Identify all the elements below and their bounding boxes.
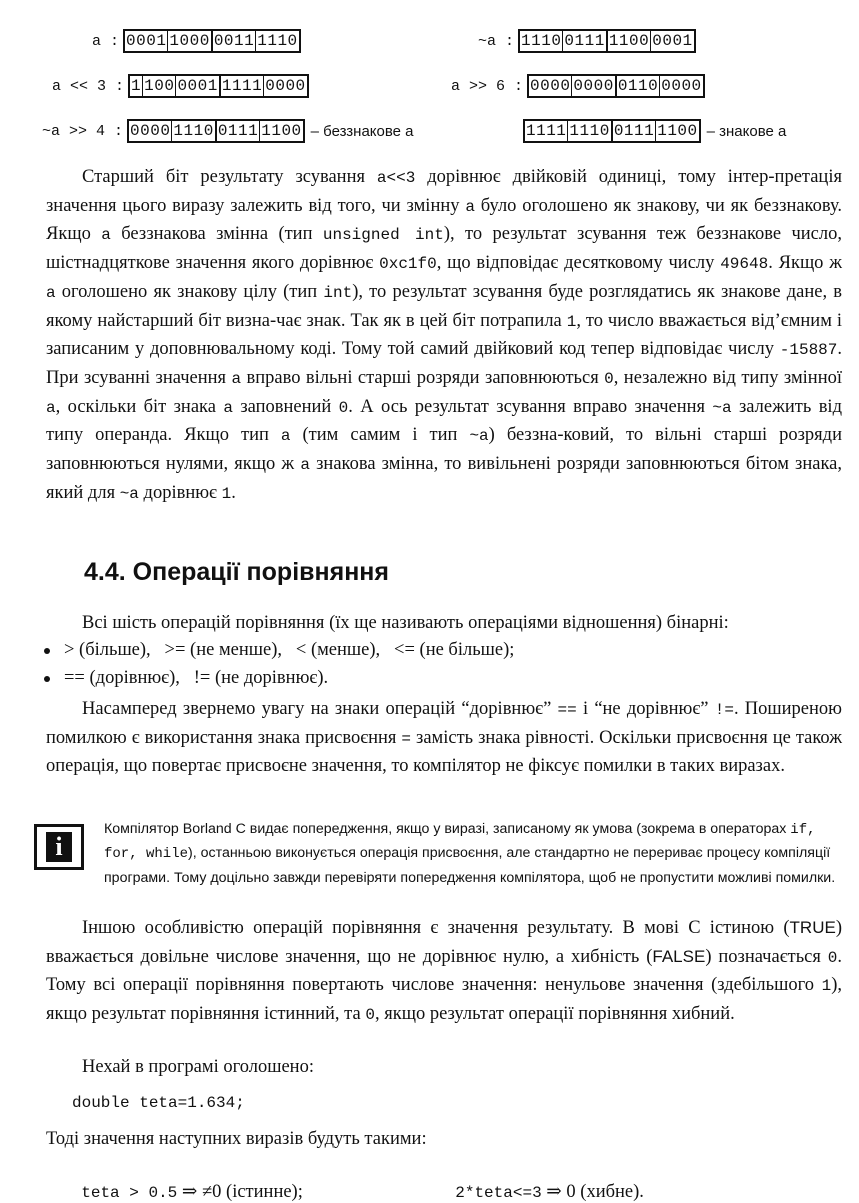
text: було оголошено як знакову, чи як беззнакову. Якщо [46, 195, 842, 245]
bit-group: 0111 [613, 122, 655, 140]
code-inline: 0 [827, 948, 838, 967]
bit-group: 0011 [213, 32, 255, 50]
bit-group: 0000 [530, 77, 571, 95]
bit-group: 0000 [265, 77, 306, 95]
text: ) вважається довільне числове значення, що не дорівнює нулю, а хибність ( [46, 918, 842, 967]
text: . [231, 482, 236, 503]
text: (тим самим і тип [290, 425, 470, 446]
bit-group: 0001 [652, 32, 693, 50]
bit-group: 100 [144, 77, 175, 95]
bit-diagram-a-shl3 [52, 74, 309, 98]
text: ), то результат зсування буде розглядатись як знакове дане, в якому найстарший біт визна-чає знак. Так як в цей біт потрапила [46, 281, 843, 331]
text: , незалежно від типу змінної [613, 367, 842, 388]
code-inline: 0xc1f0 [379, 255, 437, 274]
paragraph-declaration-intro: Нехай в програмі оголошено: [82, 1057, 314, 1077]
text: , оскільки біт знака [55, 396, 224, 417]
text: , якщо результат операції порівняння хибний. [374, 1004, 735, 1025]
text: і “не дорівнює” [576, 699, 715, 719]
code-inline: a [101, 226, 111, 245]
diagram-label: ~a : [478, 32, 515, 50]
paragraph-expressions-intro: Тоді значення наступних виразів будуть такими: [46, 1129, 427, 1149]
code-inline: ~a [712, 398, 732, 417]
code-inline: a<<3 [376, 169, 416, 187]
code-declaration: double teta=1.634; [72, 1094, 245, 1112]
bit-group: 1111 [526, 122, 567, 140]
bit-diagram-not-a [478, 29, 696, 53]
bit-group: 1110 [521, 32, 562, 50]
text: беззнакова змінна (тип [110, 224, 323, 245]
code-inline: != [714, 701, 734, 719]
text: Насамперед звернемо увагу на знаки операцій “дорівнює” [82, 699, 558, 719]
text: Іншою особливістю операцій порівняння є значення результату. В мові С істиною ( [82, 918, 790, 938]
text: . А ось результат зсування вправо значення [348, 396, 713, 417]
diagram-note: – беззнакове a [310, 122, 414, 140]
bullet-icon [44, 676, 50, 682]
bit-diagram-not-a-shr4-signed [519, 119, 786, 143]
text: ) беззна-ковий, то вільні старші розряди заповнюються нулями, якщо ж [46, 425, 842, 475]
list-item [44, 640, 514, 661]
diagram-label: a : [92, 32, 120, 50]
bit-group: 0001 [126, 32, 167, 50]
text: дорівнює [138, 482, 222, 503]
bit-group: 1 [131, 77, 142, 95]
list-item-text: > (більше), >= (не менше), < (менше), <= (не більше); [64, 640, 515, 660]
bit-box [123, 29, 301, 53]
code-inline: ~a [469, 427, 489, 446]
code-inline: 0 [604, 369, 614, 388]
bit-group: 1100 [657, 122, 698, 140]
code-inline: a [231, 369, 242, 388]
text: , що відповідає десятковому числу [436, 253, 721, 274]
bit-box [518, 29, 696, 53]
code-inline: a [46, 283, 56, 302]
code-inline: 1 [221, 484, 232, 503]
expression-result: ⇒ 0 (хибне). [541, 1182, 644, 1202]
expression-example [446, 1160, 644, 1203]
bit-group: 1100 [608, 32, 650, 50]
bit-diagram-a-shr6 [451, 74, 705, 98]
bit-group: 0000 [572, 76, 616, 96]
code-inline: 1 [821, 977, 832, 996]
expression-code: 2*teta<=3 [455, 1184, 542, 1202]
code-inline: 0 [365, 1006, 375, 1025]
bit-diagram-not-a-shr4-unsigned [42, 119, 414, 143]
code-inline: unsigned int [322, 226, 444, 245]
bit-box [127, 119, 305, 143]
text: дорівнює двійковій одиниці, тому інтер-претація значення цього виразу залежить від того, чи змінну [46, 167, 842, 216]
code-inline: a [465, 197, 475, 216]
code-inline: int [323, 283, 353, 302]
diagram-note: – знакове a [706, 122, 787, 140]
text: замість знака рівності. Оскільки присвоєння це також операція, що повертає присвоєне значення, то компілятор не фіксує помилки в таких виразах. [46, 727, 842, 777]
bit-box [523, 119, 701, 143]
text: . Якщо ж [768, 253, 842, 274]
text: Старший біт результату зсування [82, 167, 377, 187]
text: . Тому всі операції порівняння повертають числове значення: ненульове значення (здебільшого [46, 946, 842, 996]
code-inline: a [46, 398, 56, 417]
bit-group: 0000 [130, 122, 171, 140]
code-inline: a [280, 427, 291, 446]
bullet-icon [44, 648, 50, 654]
info-icon: i [34, 824, 84, 870]
paragraph-truth-values [46, 914, 842, 1030]
bit-group: 0111 [217, 122, 259, 140]
text: знакова змінна, то вивільнені розряди заповнюються бітом знака, який для [46, 454, 842, 503]
bit-group: 1111 [221, 77, 263, 95]
paragraph-shift-explanation [46, 164, 842, 508]
code-inline: = [401, 729, 412, 748]
bit-group: 0110 [617, 77, 659, 95]
keyword: TRUE [789, 918, 836, 937]
keyword: FALSE [652, 946, 706, 966]
paragraph-comparison-intro: Всі шість операцій порівняння (їх ще називають операціями відношення) бінарні: [82, 613, 729, 633]
code-inline: 1 [566, 312, 577, 331]
text: ), якщо результат порівняння істинний, та [46, 975, 842, 1025]
text: ), то результат зсування теж беззнакове число, шістнадцяткове значення якого дорівнює [46, 224, 843, 274]
text: вправо вільні старші розряди заповнюються [241, 367, 605, 388]
bit-group: 1000 [168, 31, 212, 51]
bit-group: 1100 [261, 122, 302, 140]
text: , то число вважається від’ємним і записаним у доповнювальному коді. Тому той самий двійковий код тепер відповідає числу [46, 310, 842, 360]
code-inline: a [300, 456, 310, 475]
bit-group: 1110 [257, 32, 298, 50]
bit-group: 1110 [568, 121, 612, 141]
text: оголошено як знакову цілу (тип [55, 281, 324, 302]
expression-example [72, 1160, 303, 1203]
diagram-label: a << 3 : [52, 77, 125, 95]
code-inline: 0 [338, 398, 349, 417]
list-item-text: == (дорівнює), != (не дорівнює). [64, 668, 329, 688]
section-title: 4.4. Операції порівняння [84, 558, 389, 586]
text: ) позначається [705, 946, 828, 967]
bit-group: 0000 [661, 77, 702, 95]
bit-group: 0111 [563, 31, 607, 51]
text: ), останньою виконується операція присвоєння, але стандартно не перериває процесу компіляції програми. Тому доцільно завжди перевіряти попередження компілятора, щоб не пропустити можливі помилки. [104, 845, 836, 886]
text: заповнений [232, 396, 339, 417]
code-inline: 49648 [720, 255, 769, 274]
code-inline: if, for, while [104, 822, 816, 863]
bit-group: 1110 [172, 121, 216, 141]
expression-code: teta > 0.5 [81, 1184, 178, 1202]
bit-group: 0001 [176, 76, 220, 96]
code-inline: -15887 [779, 341, 838, 360]
bit-box [527, 74, 705, 98]
text: Компілятор Borland C видає попередження, якщо у виразі, записаному як умова (зокрема в операторах [104, 821, 791, 837]
diagram-label: ~a >> 4 : [42, 122, 124, 140]
paragraph-equality-warning [46, 696, 842, 781]
code-inline: == [557, 701, 577, 719]
list-item [44, 668, 328, 689]
code-inline: ~a [119, 484, 139, 503]
text: . Поширеною помилкою є використання знака присвоєння [46, 699, 842, 748]
diagram-label: a >> 6 : [451, 77, 524, 95]
text: . При зсуванні значення [46, 339, 842, 388]
expression-result: ⇒ ≠0 (істинне); [177, 1182, 303, 1202]
bit-diagram-a [92, 29, 301, 53]
bit-box [128, 74, 309, 98]
code-inline: a [223, 398, 233, 417]
text: залежить від типу операнда. Якщо тип [46, 396, 842, 446]
compiler-note [104, 818, 846, 890]
